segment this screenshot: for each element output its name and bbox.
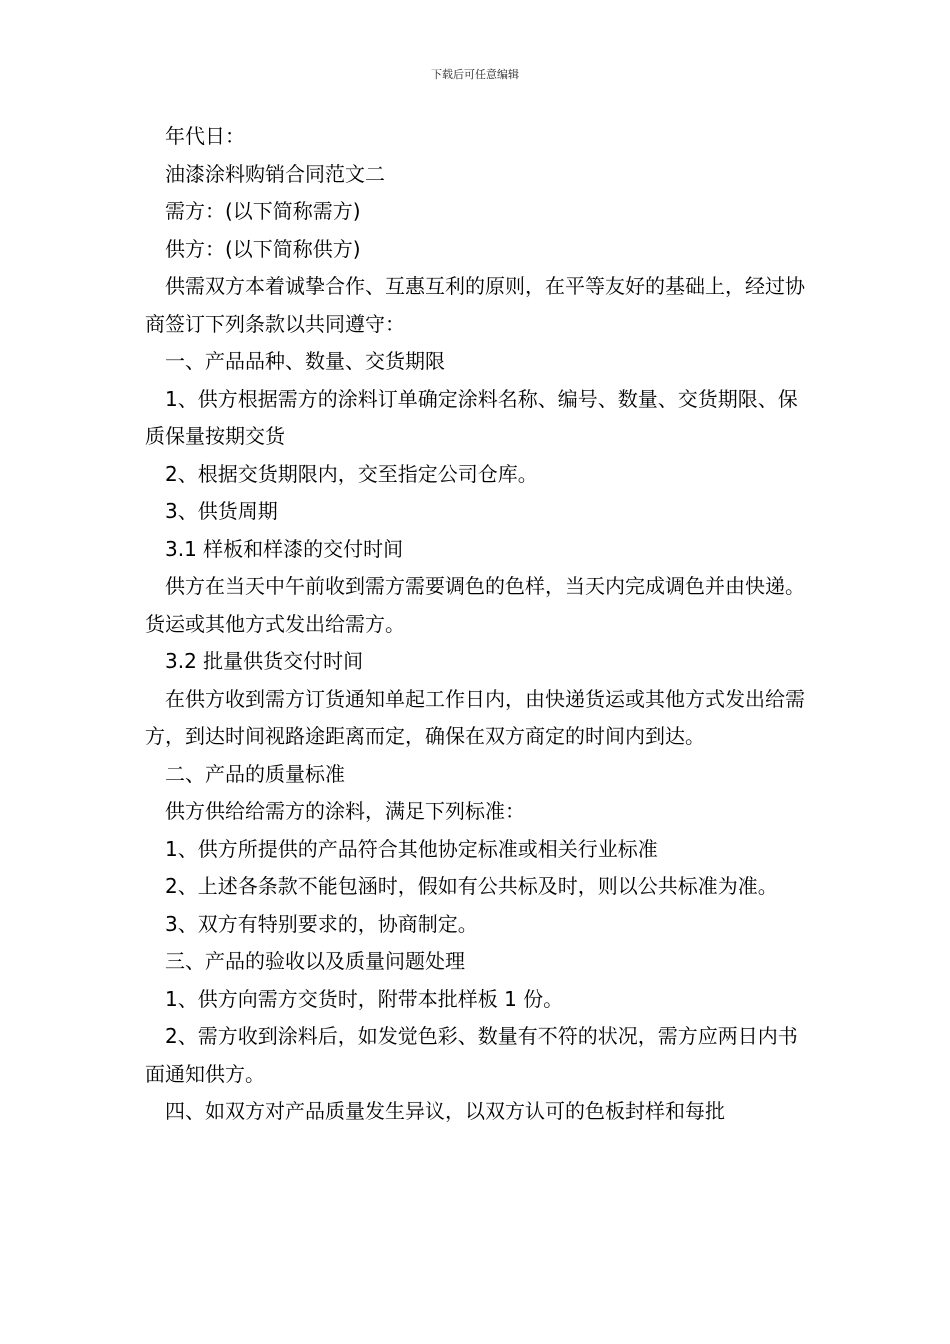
- clause-paragraph: 3、双方有特别要求的，协商制定。: [165, 911, 478, 936]
- supplier-line: 供方：(以下简称供方): [165, 236, 361, 261]
- date-line: 年代日：: [165, 124, 245, 148]
- section-heading: 三、产品的验收以及质量问题处理: [165, 949, 465, 973]
- section-heading: 一、产品品种、数量、交货期限: [165, 349, 445, 373]
- clause-paragraph: 3、供货周期: [165, 499, 278, 523]
- clause-paragraph: 2、上述各条款不能包涵时，假如有公共标及时，则以公共标准为准。: [165, 874, 778, 898]
- clause-paragraph: 1、供方所提供的产品符合其他协定标准或相关行业标准: [165, 836, 658, 861]
- subclause-heading: 3.2 批量供货交付时间: [165, 649, 364, 673]
- clause-paragraph: 2、根据交货期限内，交至指定公司仓库。: [165, 461, 538, 486]
- clause-paragraph: 2、需方收到涂料后，如发觉色彩、数量有不符的状况，需方应两日内书面通知供方。: [145, 1024, 798, 1086]
- clause-paragraph: 供方供给给需方的涂料，满足下列标准：: [165, 799, 525, 823]
- subclause-heading: 3.1 样板和样漆的交付时间: [165, 536, 404, 561]
- page-header-note: 下载后可任意编辑: [431, 68, 519, 81]
- clause-paragraph: 1、供方向需方交货时，附带本批样板 1 份。: [165, 986, 564, 1011]
- section-heading: 四、如双方对产品质量发生异议，以双方认可的色板封样和每批: [165, 1099, 725, 1123]
- preamble-paragraph: 供需双方本着诚挚合作、互惠互利的原则，在平等友好的基础上，经过协商签订下列条款以共同遵守：: [145, 274, 805, 336]
- clause-paragraph: 供方在当天中午前收到需方需要调色的色样，当天内完成调色并由快递。货运或其他方式发出给需方。: [145, 574, 805, 636]
- clause-paragraph: 1、供方根据需方的涂料订单确定涂料名称、编号、数量、交货期限、保质保量按期交货: [145, 386, 798, 448]
- document-title: 油漆涂料购销合同范文二: [165, 161, 385, 186]
- section-heading: 二、产品的质量标准: [165, 761, 345, 786]
- buyer-line: 需方：(以下简称需方): [165, 199, 361, 223]
- clause-paragraph: 在供方收到需方订货通知单起工作日内，由快递货运或其他方式发出给需方，到达时间视路途距离而定，确保在双方商定的时间内到达。: [145, 686, 805, 748]
- document-body: [145, 118, 815, 1131]
